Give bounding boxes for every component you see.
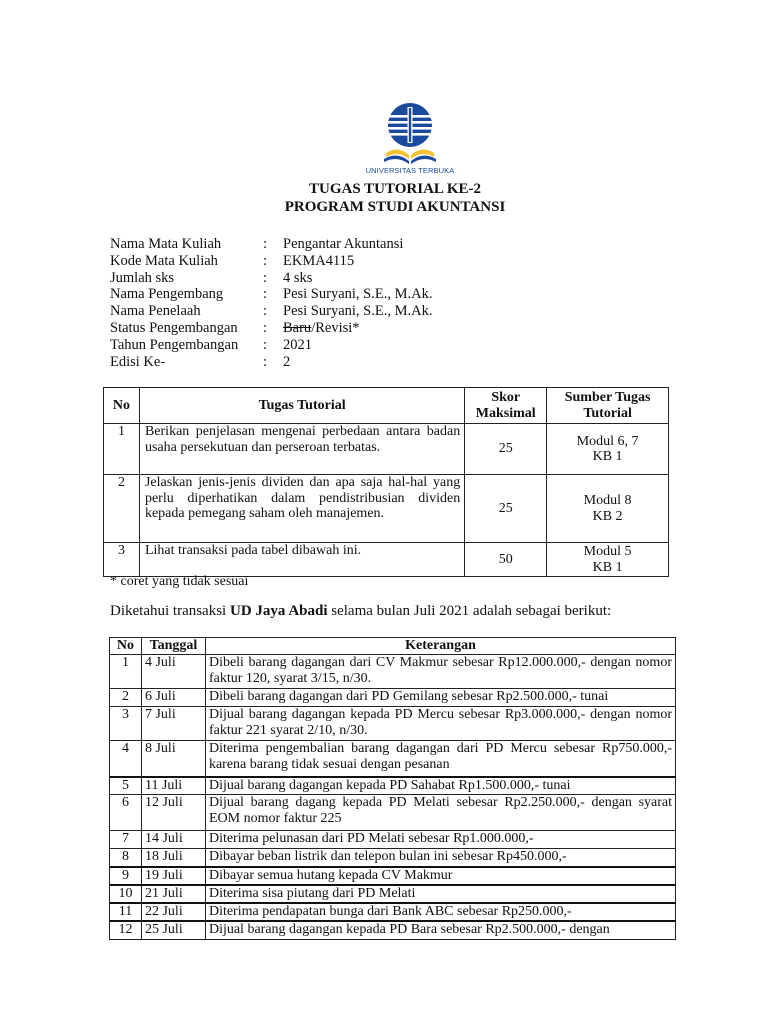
- info-colon: :: [263, 252, 268, 269]
- table-row: [110, 849, 676, 867]
- info-colon: :: [263, 319, 268, 336]
- info-label: Edisi Ke-: [110, 353, 166, 370]
- header-no: No: [104, 388, 140, 424]
- table-header-row: [104, 388, 669, 424]
- source-kb: KB 2: [592, 508, 623, 524]
- trans-date: 6 Juli: [141, 689, 205, 707]
- document-title: TUGAS TUTORIAL KE-2: [309, 181, 481, 197]
- trans-no: 7: [110, 831, 142, 849]
- info-colon: :: [263, 353, 268, 370]
- source-module: Modul 6, 7: [576, 433, 639, 449]
- trans-desc: Diterima pengembalian barang dagangan dari PD Mercu sebesar Rp750.000,- karena barang tidak sesuai dengan pesanan: [205, 741, 675, 777]
- header-source: Sumber Tugas Tutorial: [547, 388, 669, 424]
- info-value: 2: [283, 353, 291, 370]
- table-row: [110, 885, 676, 903]
- table-row: [110, 741, 676, 777]
- table-row: [110, 655, 676, 689]
- trans-no: 3: [110, 707, 142, 741]
- trans-no: 1: [110, 655, 142, 689]
- info-label: Nama Pengembang: [110, 286, 224, 303]
- info-colon: :: [263, 236, 268, 252]
- trans-no: 4: [110, 741, 142, 777]
- info-row: [110, 253, 432, 270]
- trans-date: 21 Juli: [141, 885, 205, 903]
- table-row: [110, 921, 676, 939]
- source-kb: KB 1: [592, 559, 623, 575]
- info-label: Nama Penelaah: [110, 303, 201, 320]
- trans-date: 8 Juli: [141, 741, 205, 777]
- info-row: [110, 320, 432, 337]
- task-source: [547, 424, 669, 475]
- trans-desc: Dijual barang dagangan kepada PD Bara sebesar Rp2.500.000,- dengan: [205, 921, 675, 939]
- info-row: [110, 236, 432, 253]
- table-row: [104, 475, 669, 543]
- table-row: [110, 707, 676, 741]
- trans-desc: Dibeli barang dagangan dari CV Makmur sebesar Rp12.000.000,- dengan nomor faktur 120, syarat 3/15, n/30.: [205, 655, 675, 689]
- source-module: Modul 8: [583, 493, 632, 508]
- trans-no: 12: [110, 921, 142, 939]
- table-row: [104, 424, 669, 475]
- trans-no: 8: [110, 849, 142, 867]
- trans-desc: Dibayar semua hutang kepada CV Makmur: [205, 867, 675, 885]
- trans-date: 19 Juli: [141, 867, 205, 885]
- info-value: 4 sks: [283, 269, 313, 286]
- company-name: UD Jaya Abadi: [229, 603, 328, 619]
- info-row: [110, 337, 432, 354]
- university-logo: [360, 103, 460, 183]
- table-header-row: [110, 638, 676, 655]
- info-label: Tahun Pengembangan: [110, 336, 239, 353]
- trans-date: 12 Juli: [141, 795, 205, 831]
- trans-date: 18 Juli: [141, 849, 205, 867]
- task-score: 25: [465, 475, 547, 543]
- table-row: [110, 867, 676, 885]
- info-colon: :: [263, 303, 268, 320]
- struck-option: Baru: [283, 319, 312, 336]
- task-no: 3: [104, 543, 140, 577]
- trans-desc: Dijual barang dagangan kepada PD Mercu sebesar Rp3.000.000,- dengan nomor faktur 221 syarat 2/10, n/30.: [205, 707, 675, 741]
- table-row: [110, 777, 676, 795]
- trans-date: 22 Juli: [141, 903, 205, 921]
- info-label: Kode Mata Kuliah: [110, 252, 218, 269]
- selected-option: /Revisi*: [311, 319, 360, 336]
- trans-date: 7 Juli: [141, 707, 205, 741]
- task-text: Berikan penjelasan mengenai perbedaan antara badan usaha persekutuan dan perseroan terbatas.: [139, 424, 464, 475]
- trans-desc: Dijual barang dagang kepada PD Melati sebesar Rp2.250.000,- dengan syarat EOM nomor faktur 225: [205, 795, 675, 831]
- trans-desc: Dijual barang dagangan kepada PD Sahabat Rp1.500.000,- tunai: [205, 777, 675, 795]
- table-row: [110, 795, 676, 831]
- table-row: [110, 903, 676, 921]
- task-no: 1: [104, 424, 140, 475]
- trans-no: 6: [110, 795, 142, 831]
- info-value: EKMA4115: [283, 252, 355, 269]
- task-text: Lihat transaksi pada tabel dibawah ini.: [139, 543, 464, 577]
- trans-date: 11 Juli: [141, 777, 205, 795]
- trans-desc: Dibayar beban listrik dan telepon bulan ini sebesar Rp450.000,-: [205, 849, 675, 867]
- trans-desc: Diterima pendapatan bunga dari Bank ABC sebesar Rp250.000,-: [205, 903, 675, 921]
- task-source: [547, 543, 669, 577]
- table-row: [104, 543, 669, 577]
- intro-before: Diketahui transaksi: [110, 603, 230, 619]
- info-colon: :: [263, 269, 268, 286]
- course-info: [110, 236, 432, 370]
- info-value: 2021: [283, 336, 312, 353]
- trans-date: 25 Juli: [141, 921, 205, 939]
- info-label: Nama Mata Kuliah: [110, 236, 222, 252]
- table-row: [110, 831, 676, 849]
- trans-no: 11: [110, 903, 142, 921]
- trans-no: 5: [110, 777, 142, 795]
- transactions-table: [109, 637, 676, 940]
- info-row: [110, 303, 432, 320]
- footnote: * coret yang tidak sesuai: [110, 574, 249, 589]
- header-desc: Keterangan: [205, 638, 675, 655]
- table-row: [110, 689, 676, 707]
- info-colon: :: [263, 336, 268, 353]
- source-module: Modul 5: [583, 544, 632, 559]
- source-kb: KB 1: [592, 449, 623, 464]
- trans-date: 14 Juli: [141, 831, 205, 849]
- info-label: Status Pengembangan: [110, 319, 238, 336]
- trans-desc: Dibeli barang dagangan dari PD Gemilang sebesar Rp2.500.000,- tunai: [205, 689, 675, 707]
- logo-text: UNIVERSITAS TERBUKA: [365, 166, 455, 175]
- trans-desc: Diterima sisa piutang dari PD Melati: [205, 885, 675, 903]
- info-row: [110, 270, 432, 287]
- task-no: 2: [104, 475, 140, 543]
- task-source: [547, 475, 669, 543]
- info-row: [110, 286, 432, 303]
- info-colon: :: [263, 286, 268, 303]
- intro-after: selama bulan Juli 2021 adalah sebagai berikut:: [327, 603, 612, 619]
- trans-no: 10: [110, 885, 142, 903]
- info-value: Pesi Suryani, S.E., M.Ak.: [283, 286, 433, 303]
- info-value: Pesi Suryani, S.E., M.Ak.: [283, 303, 433, 320]
- trans-no: 9: [110, 867, 142, 885]
- info-row: [110, 354, 432, 371]
- university-emblem-icon: [360, 103, 460, 169]
- info-label: Jumlah sks: [110, 269, 175, 286]
- task-score: 50: [465, 543, 547, 577]
- header-task: Tugas Tutorial: [139, 388, 464, 424]
- document-subtitle: PROGRAM STUDI AKUNTANSI: [284, 199, 506, 215]
- tasks-table: [103, 387, 669, 577]
- info-value: Pengantar Akuntansi: [283, 236, 404, 252]
- header-score: Skor Maksimal: [465, 388, 547, 424]
- task-score: 25: [465, 424, 547, 475]
- trans-desc: Diterima pelunasan dari PD Melati sebesar Rp1.000.000,-: [205, 831, 675, 849]
- trans-date: 4 Juli: [141, 655, 205, 689]
- info-value: [283, 320, 360, 337]
- intro-text: [110, 603, 611, 620]
- header-date: Tanggal: [141, 638, 205, 655]
- trans-no: 2: [110, 689, 142, 707]
- task-text: Jelaskan jenis-jenis dividen dan apa saja hal-hal yang perlu diperhatikan dalam pendistribusian dividen kepada pemegang saham oleh manajemen.: [139, 475, 464, 543]
- header-no: No: [110, 638, 142, 655]
